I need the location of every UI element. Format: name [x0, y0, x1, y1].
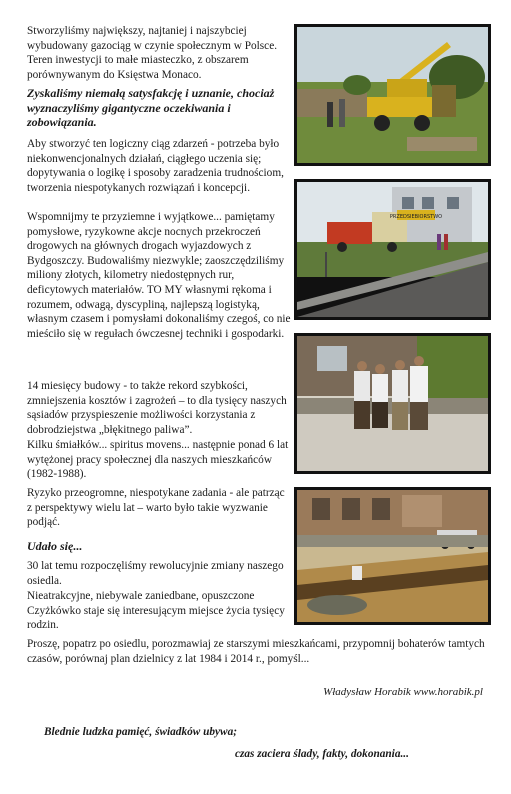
risk-paragraph: Ryzyko przeogromne, niespotykane zadania - ale patrząc z perspektywy wielu lat – warto było takie wyzwanie podjąć. [27, 487, 285, 529]
closing-quote-line1: Blednie ludzka pamięć, świadków ubywa; [44, 726, 237, 738]
photo-street-trucks [294, 179, 491, 320]
success-heading: Udało się... [27, 539, 83, 553]
logic-paragraph: Aby stworzyć ten logiczny ciąg zdarzeń - potrzeba było niekonwencjonalnych działań, ciągłego uczenia się; dopytywania o logikę i sposoby zaradzenia trudnościom, tworzenia niespotykanych rozwiązań i koncepcji. [27, 138, 284, 194]
changes-paragraph: 30 lat temu rozpoczęliśmy rewolucyjnie zmiany naszego osiedla. [27, 560, 284, 587]
photo-crane-truck [294, 24, 491, 166]
author-signature: Władysław Horabik www.horabik.pl [323, 686, 483, 698]
czyzkowko-paragraph: Nieatrakcyjne, niebywale zaniedbane, opuszczone Czyżkówko staje się interesującym miejsce życia tysięcy rodzin. [27, 590, 285, 632]
memories-paragraph: Wspomnijmy te przyziemne i wyjątkowe... pamiętamy pomysłowe, ryzykowne akcje nocnych przekroczeń drogowych na głównych drogach wyjazdowych z Bydgoszczy. Budowaliśmy niezwykle; zaoszczędziliśmy miliony złotych, kilometry niedostępnych rur, deficytowych materiałów. TO MY własnymi rękoma i rozumem, odwagą, dyscypliną, najlepszą logistyką, własnym czasem i pomysłami dokonaliśmy czegoś, co nie mieściło się w regułach ówczesnej techniki i gospodarki. [27, 211, 291, 340]
photo-trench-works [294, 487, 491, 625]
photo-workers-group [294, 333, 491, 474]
emphasis-paragraph: Zyskaliśmy niemałą satysfakcję i uznanie, chociaż wyznaczyliśmy gigantyczne oczekiwania i zobowiązania. [27, 86, 275, 130]
closing-paragraph: Proszę, popatrz po osiedlu, porozmawiaj ze starszymi mieszkańcami, przypomnij bohaterów tamtych czasów, porównaj plan dzielnicy z lat 1984 i 2014 r., pomyśl... [27, 638, 485, 665]
truck-sign-text: PRZEDSIEBIORSTWO [389, 214, 443, 220]
pioneers-paragraph: Kilku śmiałków... spiritus movens... następnie ponad 6 lat wytężonej pracy społecznej dla naszych mieszkańców (1982-1988). [27, 439, 289, 481]
intro-paragraph: Stworzyliśmy największy, najtaniej i najszybciej wybudowany gazociąg w czynie społecznym w Polsce. Teren inwestycji to małe miasteczko, z obszarem porównywanym do Księstwa Monaco. [27, 25, 278, 81]
closing-quote-line2: czas zaciera ślady, fakty, dokonania... [235, 748, 409, 760]
record-paragraph: 14 miesięcy budowy - to także rekord szybkości, zmniejszenia kosztów i zagrożeń – to dla tysięcy naszych sąsiadów przyspieszenie możliwości korzystania z dobrodziejstwa „błękitnego paliwa”. [27, 380, 287, 436]
